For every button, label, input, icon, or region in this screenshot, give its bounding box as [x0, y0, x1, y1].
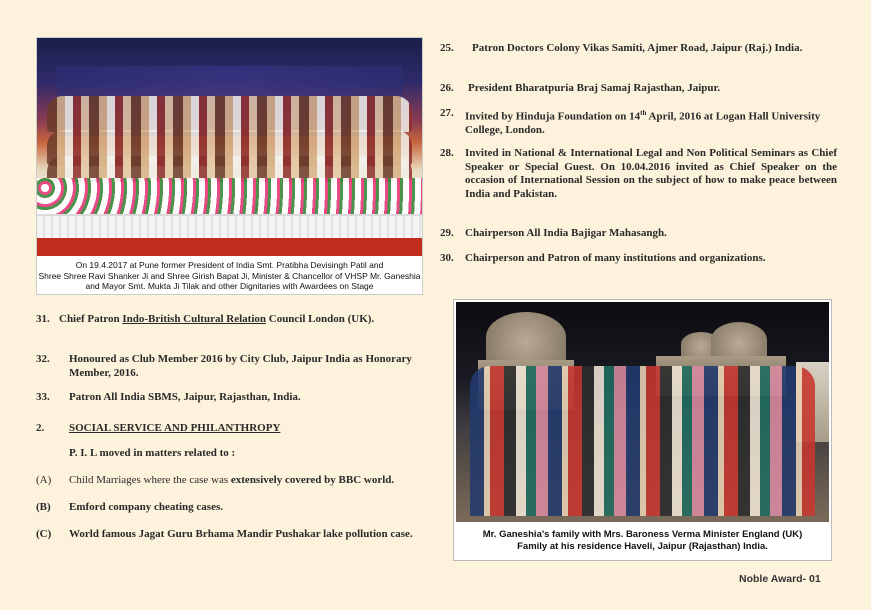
haveli-dome-right — [711, 322, 767, 358]
item-text: Emford company cheating cases. — [69, 501, 223, 513]
family-photo-image — [456, 302, 829, 522]
item-number: 26. — [440, 82, 454, 94]
list-item-32 — [36, 353, 428, 380]
dignitaries-back-row — [47, 96, 412, 132]
pil-item-c — [36, 528, 428, 542]
item-letter: (C) — [36, 528, 52, 540]
ordinal-suffix: th — [640, 109, 647, 117]
item-text-bold: extensively covered by BBC world. — [230, 474, 395, 486]
list-item-28 — [440, 147, 837, 201]
family-group — [470, 366, 815, 516]
section-title: SOCIAL SERVICE AND PHILANTHROPY — [69, 422, 281, 434]
stage-photo-caption — [37, 256, 422, 294]
item-number: 28. — [440, 147, 454, 159]
item-letter: (A) — [36, 474, 52, 486]
item-text-cont: Council London (UK). — [266, 313, 375, 325]
organization-name: Indo-British Cultural Relation — [122, 313, 266, 325]
item-letter: (B) — [36, 501, 51, 513]
item-number: 31. — [36, 313, 50, 325]
list-item-27 — [440, 107, 840, 138]
list-item-29 — [440, 227, 840, 241]
pil-intro — [69, 447, 429, 461]
item-text: Chairperson All India Bajigar Mahasangh. — [465, 227, 667, 239]
item-text: Honoured as Club Member 2016 by City Club, Jaipur India as Honorary Member, 2016. — [69, 353, 412, 379]
list-item-25 — [440, 42, 840, 56]
list-item-31 — [36, 313, 428, 327]
section-number: 2. — [36, 422, 45, 434]
list-item-33 — [36, 391, 428, 405]
caption-line: Mr. Ganeshia's family with Mrs. Baroness Verma Minister England (UK) — [482, 529, 803, 540]
item-text-cont: April, 2016 at Logan Hall University College, London. — [465, 110, 821, 137]
pil-item-a — [36, 474, 428, 488]
haveli-dome-left — [486, 312, 566, 362]
item-number: 29. — [440, 227, 454, 239]
stage-photo-image — [37, 38, 422, 256]
item-text: President Bharatpuria Braj Samaj Rajasthan, Jaipur. — [468, 82, 721, 94]
pil-item-b — [36, 501, 428, 515]
stage-skirt — [37, 216, 422, 238]
caption-line: Family at his residence Haveli, Jaipur (Rajasthan) India. — [517, 541, 768, 552]
page-footer: Noble Award- 01 — [739, 573, 821, 585]
item-number: 27. — [440, 107, 454, 119]
item-text: Chief Patron — [59, 313, 123, 325]
item-text: World famous Jagat Guru Brhama Mandir Pushakar lake pollution case. — [69, 528, 413, 540]
item-number: 33. — [36, 391, 50, 403]
list-item-30 — [440, 252, 840, 266]
section-heading — [36, 422, 428, 436]
item-number: 25. — [440, 42, 454, 54]
caption-line: and Mayor Smt. Mukta Ji Tilak and other Dignitaries with Awardees on Stage — [85, 281, 374, 291]
family-photo — [453, 299, 832, 561]
item-text: Invited by Hinduja Foundation on 14 — [465, 110, 641, 123]
caption-line: Shree Shree Ravi Shanker Ji and Shree Girish Bapat Ji, Minister & Chancellor of VHSP Mr. Ganeshia — [38, 270, 421, 281]
stage-base — [37, 238, 422, 256]
stage-photo — [36, 37, 423, 295]
item-number: 32. — [36, 353, 50, 365]
item-text: Patron Doctors Colony Vikas Samiti, Ajmer Road, Jaipur (Raj.) India. — [472, 42, 803, 54]
item-text: Patron All India SBMS, Jaipur, Rajasthan, India. — [69, 391, 301, 403]
item-number: 30. — [440, 252, 454, 264]
family-photo-caption — [454, 524, 831, 560]
caption-line: On 19.4.2017 at Pune former President of India Smt. Pratibha Devisingh Patil and — [75, 260, 384, 270]
pil-intro-text: P. I. L moved in matters related to : — [69, 447, 236, 459]
item-text: Chairperson and Patron of many institutions and organizations. — [465, 252, 766, 264]
list-item-26 — [440, 82, 840, 96]
item-text: Child Marriages where the case was — [69, 474, 231, 486]
item-text: Invited in National & International Legal and Non Political Seminars as Chief Speaker or Special Guest. On 10.04.2016 invited as Chief Speaker on the occasion of International Session on the subject of how to make peace between India and Pakistan. — [465, 147, 837, 200]
flower-decoration — [37, 178, 422, 214]
